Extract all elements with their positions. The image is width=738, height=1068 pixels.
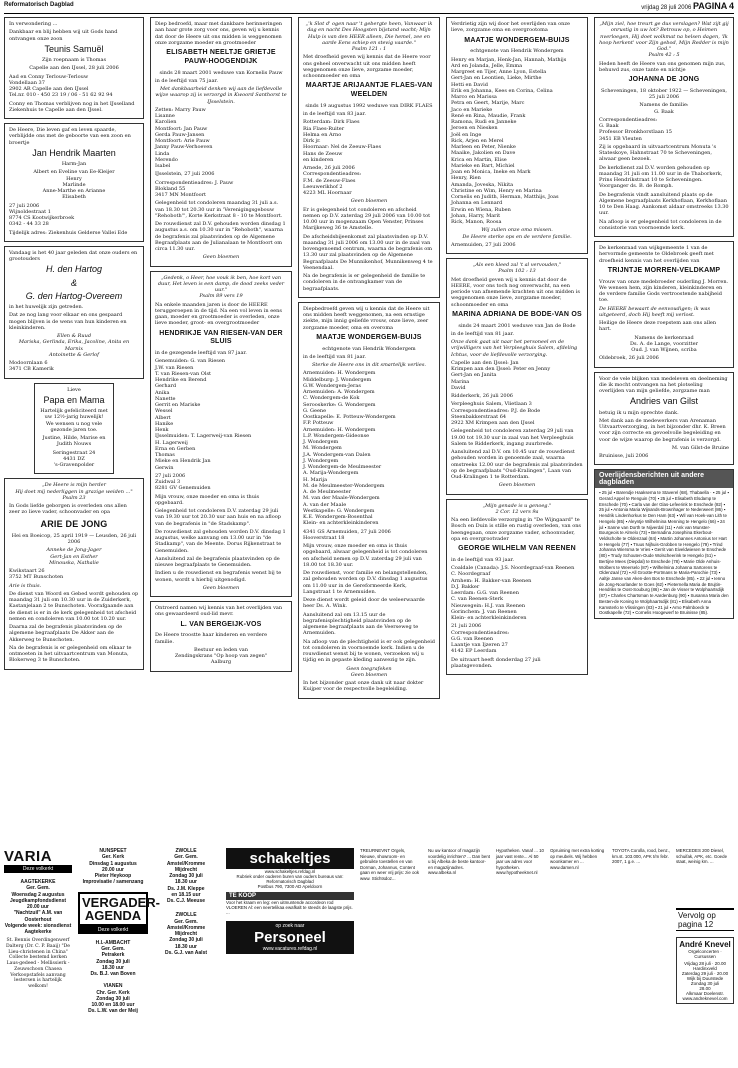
column-1 xyxy=(4,17,144,674)
address: 27 juli 2006 Wijnoldestraat 1 8774 CS Kootwijkerbroek 0342 - 44 33 28 xyxy=(9,202,75,228)
verse: „Als een kleed zal 't al vervouden," Psalm 102 : 13 xyxy=(472,262,562,275)
parents: Albert en Eveline van Ee-Kleijer Henry Marlinde Anne-Marthe en Arianne Elisabeth xyxy=(33,169,115,201)
ad-text: Diep bedroefd, maar met dankbare herinneringen aan haar grote zorg voor ons, geven wij u kennis dat door de Heere uit ons midden is weggenomen onze zorgzame moeder en grootmoeder xyxy=(155,21,282,46)
andre-knevel-ad xyxy=(676,937,734,1004)
family: Justine, Hilde, Marise en Judith Nouws xyxy=(42,435,106,448)
verse: „Mijn genade is u genoeg." 2 Cor. 12 vers 9a xyxy=(482,502,552,515)
no-flowers: Geen bloemen xyxy=(350,198,388,205)
deceased-name: MAARTJE ARIJAANTJE FLAES-VAN WEELDEN xyxy=(305,82,433,98)
dates: Hei en Boeicop, 25 april 1919 — Leusden, 26 juli 2006 xyxy=(11,532,137,545)
verse: „Gedenk, o Heer, hoe vouk ik ben, hoe kort van duur, Het leven is een damp, de dood zeeks veder uur." Psalm 89 vers 19 xyxy=(157,274,285,300)
wife-of: echtgenote van Hendrik Wondergem xyxy=(322,345,416,352)
column-2 xyxy=(150,17,292,676)
obituaries-other-papers xyxy=(594,469,734,619)
meeting-info: Na de begrafenis is er gelegenheid om elkaar te ontmoeten in het uitvaartcentrum van Monuta, Blokerweg 3 te Bunschoten. xyxy=(9,644,132,664)
signature: Namens de kerkenraad Ds. A. de Lange, voorzitter Oud. J. van Wijnen, scriba xyxy=(630,334,698,353)
verse: Sterke de Heere ons in dit smartelijk verlies. xyxy=(311,362,427,368)
service-info: De rouwdienst zal gehouden worden D.V. dinsdag 1 augustus, welke aanvang om 13.00 uur in "de Stadkamp", van de Meente. Dorus Rijkenstraat te Genemuiden. xyxy=(155,528,286,554)
dates: Scheveningen, 18 oktober 1922 — Scheveningen, 25 juli 2006 xyxy=(600,87,728,100)
birth-ad-terlouw xyxy=(4,17,144,119)
family: Anneke de Jong-Jager Gert-Jan en Esther Minouska, Nathalie xyxy=(46,547,102,566)
te-koop-text: Voor het kraam en leg: een uitmuntende accordeon rod VLOEREN Al: een neertelikaa ewafkalt te steeds de laagste prijs. ... xyxy=(226,900,353,915)
ad-text-3: Met dank aan de medewerkers van Arenaman Uitvaartverzorging, in het bijzonder dhr. K. Breen voor zijn correcte en gevoelvolle begeleiding en voor de wijze waarop de begrafenis is verzorgd. xyxy=(599,417,726,443)
place-date: Arnemuiden, 27 juli 2006 xyxy=(451,241,516,248)
issue-date: vrijdag 28 juli 2006 xyxy=(641,5,692,11)
condolence-info: Er is gelegenheid tot condoleren en afscheid nemen op D.V. zaterdag 29 juli 2006 van 10.00 tot 10.00 uur in mogenzaam Open Venster, Prinses Marijkeweg 36 te Amstelle. xyxy=(303,206,431,232)
parents-address: Aad en Conny Terlouw-Terlouw Vondellaan 37 2902 AR Capelle aan den IJssel Tel.nr. 010 - 450 23 19 / 06 - 51 62 92 94 xyxy=(9,73,113,99)
service-info: De kerkdienst zal D.V. worden gehouden op maandag 31 juli om 11.00 uur in de Thaborkerk, Prins Hendrikstraat 10 te Scheveningen. Voorganger ds. B. de Romph. xyxy=(599,164,723,190)
page-number: 4 xyxy=(728,1,734,11)
wish-text: Dat ze nog lang voor elkaar en ons gespaard mogen blijven is de wens van hun kinderen en kleinkinderen. xyxy=(9,312,127,331)
death-ad-johanna-dejong xyxy=(594,17,734,237)
address: 4341 GS Arnemuiden, 27 juli 2006 Hooverstraat 18 xyxy=(303,528,391,541)
service-info: De rouwdienst, voor familie en belangstellenden, zal gehouden worden op D.V. dinsdag 1 augustus om 11.00 uur in de Gereformeerde Kerk, Langstraat 1 te Arnemuiden. xyxy=(303,570,428,595)
family: Namens de familie: G. Baak xyxy=(639,102,689,115)
no-flowers: Geen toegrafeken Geen bloemen xyxy=(346,665,392,678)
aagtekerke-notice xyxy=(4,879,72,990)
congrats-ad xyxy=(34,383,114,475)
service-info: De rouwdienst zal D.V. gehouden worden dinsdag 1 augustus a.s. om 10.30 uur in "Rehoboth", waarna de begrafenis zal plaatsvinden op de Algemene Begraafplaats aan de Julianalaan te Montfoort om circa 11.30 uur. xyxy=(155,221,286,252)
classified-kantoor: Nu uw kantoor of magazijn voordelig inrichten? ... Dan bent u bij Albeka de beste kantoor- en magazijnadres. www.albeka.nl xyxy=(428,848,490,875)
death-ad-flaes xyxy=(298,17,440,298)
deceased-name: GEORGE WILHELM VAN REENEN xyxy=(458,545,576,552)
child-name: Jan Hendrik Maarten xyxy=(32,147,116,158)
address: 27 juli 2006 Zuidwal 3 8281 GV Genemuiden xyxy=(155,472,211,492)
death-ad-dejong xyxy=(4,478,144,669)
ad-text: Diepbedroefd geven wij u kennis dat de Heere uit ons midden heeft weggenomen, na een ernstige ziekte, mijn innig geliefde vrouw, onze lieve, zeer zorgzame moeder, oma en overoma xyxy=(303,305,430,331)
no-flowers: Geen bloemen xyxy=(202,254,240,261)
ad-extra: Conny en Thomas verblijven nog in het IJsselland Ziekenhuis te Capelle aan den IJssel. xyxy=(9,100,135,113)
deceased-name: HENDRIKJE VAN RIESEN-VAN DER SLUIS xyxy=(159,329,283,346)
vianen-notice: VIANEN Chr. Ger. Kerk Zondag 30 juli 10.00 en 18.00 uur Ds. L.W. van der Meij xyxy=(88,983,138,1015)
condolence-info: Mijn vrouw, onze moeder en oma is thuis opgebaard, alwaar gelegenheid is tot condoleren en afscheid nemen op D.V. zaterdag 29 juli van 18.00 tot 18.30 uur. xyxy=(303,543,428,568)
temp-address: Tijdelijk adres: Ziekenhuis Gelderse Vallei Ede xyxy=(9,229,128,236)
invitation: Indien u de rouwdienst en begrafenis wenst bij te wonen, wordt u hierbij uitgenodigd. xyxy=(155,570,282,583)
death-ad-pauw xyxy=(150,17,292,267)
classifieds-strip xyxy=(0,848,738,1068)
family: Arnemuiden: H. Wondergem Middelburg: J. Wondergem G.W. Wondergem-Jeras Arnemuiden: A. Wondergem C. Wondergem-de Kok Serooskerke: G. Wondergem G. Geene Oostkapelle: E. Potteuw-Wondergem F.P. Potteuw Arnemuiden: H. Wondergem L.P. Wondergem-Gideonse J. Wondergem M. Wondergem J.A. Wondergem-van Dalen J. Wondergem J. Wondergem-de Meulmeester A. Marija-Wondergem H. Marija M. de Meulmeester-Wondergem A. de Meulmeester M. van der Maale-Wondergem A. van der Maale Westkapelle: G. Wondergem K.E. Wondergem-Bosenthal Klein- en achterkleinkinderen xyxy=(303,370,396,527)
notice-text: AAGTEKERKE Ger. Gem. Woensdag 2 augustus Jeugdkampfondsdienst 20.00 uur "Nachtzuil" A.M. van Oosterhout Volgende week: sionsdienst Aagtekerke xyxy=(4,879,72,935)
deceased-name: ELISABETH NEELTJE GRIETJE PAUW-HOOGENDIJK xyxy=(166,49,276,65)
burial-info: De begrafenis vindt aansluitend plaats op de Algemene begraafplaats Kerkhoflaan, Kerkhoflaan 10 te Den Haag. Aankomst aldaar omstreeks 13.30 uur. xyxy=(599,191,729,217)
death-ad-vanbergeijk xyxy=(150,601,292,672)
ad-intro: In verwondering ... xyxy=(9,21,58,27)
zwolle-notices xyxy=(152,848,220,956)
note: Mijn vrouw, onze moeder en oma is thuis opgebaard. xyxy=(155,493,260,506)
wife-of: echtgenote van Hendrik Wondergem xyxy=(470,48,564,55)
viewing-info: Zij is opgebaard in uitvaartcentrum Monuta 's Stateskoye, Hahnstraat 70 te Scheveningen, alwaar geen bezoek. xyxy=(599,143,717,163)
ad-text-2: Vrouw van onze medebroeder ouderling J. Morren. We wensen hem, zijn kinderen, kleinkinderen en de verdere familie Gods vertroostende nabijheid toe. xyxy=(599,278,729,304)
meeting-info: Na de begrafenis is er gelegenheid de familie te condoleren in de ontvangkamer van de begraafplaats. xyxy=(303,273,426,292)
andre-title: André Knevel xyxy=(679,940,731,949)
address: 21 juli 2006 Correspondentieadres: G.G. van Reenen Laantje van Ijzeren 27 4142 EP Leerdam xyxy=(451,623,510,655)
classified-orgels: TREURNEVNT Orgels, Nieuwe, showroom- en gebruikte toestellen en van Dorman, Johannus, Content gaan en weer vrij prijs: zie ook www. Stichtsdoz... xyxy=(360,848,420,881)
thanks-quote: Onze dank gaat uit naar het personeel en de vrijwilligers van het Verpleeghuis Salem, afdeling Ichtus, voor de liefdevolle verzorging. xyxy=(451,339,578,358)
deceased-name: Andries van Gilst xyxy=(629,396,699,407)
varia-band: Deze volkerkt xyxy=(4,865,72,873)
schakeltjes-ad xyxy=(226,848,354,954)
death-ad-debode xyxy=(446,258,588,495)
death-ad-vanriesen xyxy=(150,271,292,598)
notice-text-2: St. Bennis Overdingenwerf Dalterg (Dr. C. P. Baaij) "De Lieu-christenen in China" Collecte bestemd kerken Laus-gedeed - Mellissierk - Zeuwschoon Chasea Verkoopstafels aanvang lestersen is hartelijk welkom! xyxy=(5,938,70,990)
congrats-name: Papa en Mama xyxy=(43,394,105,405)
nunspeet-notice xyxy=(78,848,161,1015)
ad-text: Verdrietig zijn wij door het overlijden van onze lieve, zorgzame oma en overgrootoma xyxy=(451,21,570,34)
name-1: H. den Hartog xyxy=(45,264,103,275)
column-5 xyxy=(594,17,734,619)
age: in de leeftijd van 93 jaar. xyxy=(451,556,514,563)
attendance-info: Na afloop van de plechtigheid is er ook gelegenheid tot condoleren in voornoemde kerk. Indien u de rouwdienst wenst bij te wonen, verzoeken wij u tijdig en in gepaste kleding aanwezig te zijn. xyxy=(303,638,436,664)
correspondence: Verpleeghuis Salem, Vlietlaan 3 Correspondentieadres: P.J. de Bode Steenbakkerstraat 64 2922 XM Krimpen aan den IJssel xyxy=(451,401,541,426)
death-ad-morren xyxy=(594,241,734,368)
age: in de leeftijd van 81 jaar. xyxy=(303,353,366,360)
no-flowers: Geen bloemen xyxy=(202,584,240,591)
ad-text: Heden heeft de Heere van ons genomen mijn zus, behuwd zus, onze tante en nichtje xyxy=(599,60,726,73)
condolence-info: Na afloop is er gelegenheid tot condoleren in de consistorie van voornoemde kerk. xyxy=(599,218,722,231)
condolence-info: Gelegenheid tot condoleren D.V. zaterdag 29 juli van 19.30 uur tot 20.30 uur aan huis en na afloop van de begrafenis in "de Stadskamp". xyxy=(155,508,281,527)
deceased-name: MARINA ADRIANA DE BODE-VAN OS xyxy=(452,310,582,318)
place-date: IJsselstein, 27 juli 2006 xyxy=(155,171,215,178)
death-ad-wondergem-grandchildren xyxy=(446,17,588,254)
death-ad-vanreenen xyxy=(446,499,588,676)
family: Capelle aan den IJssel: Jan Krimpen aan den IJssel: Peter en Jenny Gert-Jan en Janita Marina David xyxy=(451,359,551,391)
ampersand: & xyxy=(70,277,77,288)
widow-of: sinds 19 augustus 1992 weduwe van DIRK FLAES xyxy=(305,102,433,109)
personeel-sub: op zoek naar xyxy=(275,923,305,929)
condolence-info: Gelegenheid tot condoleren zaterdag 29 juli van 19.00 tot 19.30 uur in zaal van het Verpleeghuis Salem te Ridderkerk, ingang zuurbrede. xyxy=(451,428,574,447)
date-and-page xyxy=(641,1,734,11)
service-info: De afscheidsbijeenkomst zal plaatsvinden op D.V. maandag 31 juli 2006 om 13.00 uur in de zaal van bovengenoemd centrum, waarna de begrafenis om 13.30 uur zal plaatsvinden op de Algemene Begraafplaats De Munnikenhof, Munnikenweg 4 te Veenendaal. xyxy=(303,233,433,271)
address: Kwikstaart 26 3752 MT Bunschoten xyxy=(9,568,64,581)
verse: De HEERE bewaart de eenvoudigen; ik was uitgeteerd, doch Hij heeft mij verlost. xyxy=(599,305,711,318)
place-date: Ridderkerk, 26 juli 2006 xyxy=(451,393,513,399)
deceased-name: MAATJE WONDERGEM-BUIJS xyxy=(464,36,570,44)
classified-opruiming: Opruiming met extra korting op meubels. Wij hebben woonkamer en ... www.damen.nl xyxy=(550,848,605,870)
right-ads xyxy=(676,908,734,1004)
andre-schedule: Vrijdag 28 juli · 20.00 Hardinxveld Zaterdag 29 juli · 20.00 Wijk bij Duurstede Zondag 30 juli 28.00 Alkmaar Doelenstr. www.andreknevel.com xyxy=(681,961,729,1001)
pastor-info: Deze dienst wordt geleid door de weleerwaarde heer Ds. A. Wink. xyxy=(303,597,425,610)
note: Arie is thuis. xyxy=(9,582,42,589)
deceased-name: ARIE DE JONG xyxy=(40,518,108,529)
burial-info: Daarna zal de begrafenis plaatsvinden op de algemene begraafplaats De Akker aan de Akkerweg te Bunschoten. xyxy=(9,624,123,643)
varia-section xyxy=(4,848,72,990)
ad-text-2: betuig ik u mijn oprechte dank. xyxy=(599,409,679,416)
verse: „'k Slot d' ogen naar 't gebergte heen, Vanwaar ik dag en nacht Des Hoogsten bijstand wacht; Mijn Hulp is van den HEER alleen, Die hemel, zee en aarde Eens schiep en stevig vaarde." Psalm 121 : 1 xyxy=(305,21,433,52)
classified-toyota: TOYOTA Corolla, rood, benz., km.st. 103.000, APK t/m febr. 2007, 1 g.e. ... xyxy=(612,848,671,864)
widow-of: sinds 24 maart 2001 weduwe van Jan de Bode xyxy=(458,322,576,329)
deceased-name: MAATJE WONDERGEM-BUIJS xyxy=(316,333,422,341)
ad-text: De kerkenraad van wijkgemeente 1 van de hervormde gemeente te Oldebroek geeft met droefheid kennis van het overlijden van xyxy=(599,245,714,264)
thanks: In het bijzonder gaat onze dank uit naar dokter Kuijper voor de respectvolle begeleiding. xyxy=(303,680,424,693)
nickname: Harm-Jan xyxy=(61,161,87,167)
family: Genemuiden: G. van Riesen J.W. van Riesen T. van Riesen-van Olst Hendrike en Berend Gerhard Anika Nanette Gerrit en Mariske Wessel Albert Hanike Henk IJsselmuiden: T. Lagerweij-van Riesen H. Lagerweij Erna en Gerben Thomas Mieke en Hendrik Jan Gerwin xyxy=(155,358,252,471)
grandchildren: Henry en Marjan, Henk-Jan, Hannah, Mathijs Ard en Jolanda, Jelle, Emma Margreet en Tijer, Anne Lyon, Estella Gert-Jan en Leontien, Lieke, Mirthe Hetti en David Erik en Johanna, Kees en Corina, Celina Marco en Marissa Petra en Geert, Marije, Marc Jaco en Marieke René en Rina, Maudie, Frank Ramona, Rudi en Janneke Jeroen en Niesken Joël en Inge Rick, Arjen en Merel Marleen en Peter, Nienke Maaike, Jakolien en Dave Krica en Martin, Elise Marieke en Bart, Michiel Joan en Monica, Ineke en Mark Henry, Rien Amanda, Joveska, Nikita Christine en Wim, Henry en Marina Cornelis en Judith, Herman, Matthijs, Joas Johanna en Lennard Erwin en Wiena, Ruben Johan, Harry, Marit Rick, Manon, Roosa xyxy=(451,56,567,225)
place-date: Capelle aan den IJssel, 28 juli 2006 xyxy=(29,65,119,72)
zwolle-notice-1: ZWOLLE Ger. Gem. Amstel/Kromme Mijdrecht Zondag 30 juli 18.30 uur Ds. J.M. Kleppe en 18.15 uur Ds. C.J. Meeuse xyxy=(166,848,206,904)
place-date: Bruinisse, juli 2006 xyxy=(599,453,649,459)
column-3 xyxy=(298,17,440,703)
deceased-name: JOHANNA DE JONG xyxy=(628,76,700,83)
address: Seringestraat 24 4431 DZ 's-Gravenpolder xyxy=(52,449,96,468)
ad-text: De Heere, Die leven gaf en leven spaarde, verblijdde ons met de geboorte van een zoon en broertje xyxy=(9,127,131,146)
condolence-info: Gelegenheid tot condoleren maandag 31 juli a.s. van 18.30 tot 20.30 uur in 'Verenigingsgebouw "Rehoboth"', Korte Kerkstraat 8 - 10 te Montfoort. xyxy=(155,200,283,219)
deceased-name: TRIJNTJE MORREN-VELDKAMP xyxy=(607,266,721,274)
ad-text: Met droefheid geven wij kennis dat de Heere voor ons geheel onverwacht uit ons midden heeft weggenomen onze lieve, zorgzame moeder, schoonmoeder en oma xyxy=(303,54,431,79)
death-ad-wondergem xyxy=(298,302,440,699)
ad-text-2: in het huwelijk zijn getreden. xyxy=(9,304,84,310)
signature: M. van Gilst-de Bruine xyxy=(671,444,729,451)
continued-label: Vervolg op pagina 12 xyxy=(676,908,734,931)
schakeltjes-logo xyxy=(226,848,354,869)
ad-text-2: De Heere troostte haar kinderen en verdere familie. xyxy=(155,632,268,645)
ad-text: Na een liefdevolle verzorging in "De Wijngaard" te Bosch en Duin is stille en rustig overleden, van ons heengegaan, onze zorgzame vader, schoonvader, opa en overgrootvader xyxy=(451,517,581,542)
family: Rotterdam: Dirk Flaes Ria Flaes-Ruiter Helma en Arno Dirk jr. Hoornaar: Nel de Zeeuw-Flaes Hans de Zeeuw en kinderen xyxy=(303,119,382,163)
burial-info: Aansluitend zal om 13.15 uur de begrafenisplechtigheid plaatsvinden op de algemene begraafplaats aan de Veerseweg te Arnemuiden. xyxy=(303,611,419,637)
ad-text: Dankbaar en blij hebben wij uit Gods hand ontvangen onze zoon xyxy=(9,29,118,42)
burial-info: Aansluitend zal de begrafenis plaatsvinden op de nieuwe begraafplaats te Genemuiden. xyxy=(155,555,280,568)
family: Coaldale (Canada): J.S. Noordegraaf-van Reenen C. Noordegraaf Arnhem: H. Bakker-van Reenen D.J. Bakker Leerdam: G.G. van Reenen C. van Reenen-Sterk Nieuwegein: H.J. van Reenen Gorinchem: J. van Reenen Klein- en achterkleinkinderen xyxy=(451,565,575,621)
vergader-agenda-title: VERGADER- AGENDA xyxy=(78,892,148,926)
no-flowers: Geen bloemen xyxy=(498,482,536,489)
widow-of: sinds 28 maart 2001 weduwe van Kornelis Pauw xyxy=(159,69,283,76)
paper-name: Reformatorisch Dagblad xyxy=(4,2,74,8)
zwolle-notice-2: ZWOLLE Ger. Gem. Amstel/Kromme Mijdrecht Zondag 30 juli 18.30 uur Ds. G.J. van Aalst xyxy=(164,912,208,956)
vergader-band: Deze volkerkt xyxy=(78,926,148,934)
age: in de leeftijd van 83 jaar. xyxy=(303,111,366,117)
te-koop-heading: TE KOOP xyxy=(226,892,354,900)
ad-intro: Lieve xyxy=(67,386,81,393)
obituaries-list: ▪ 25 jul ▪ Barendje Haaksema te Staverel (68), Thabaella · ▪ 25 jul ▪ Gerard Appel te Renguin (70) ▪ 25 jul ▪ Elisabeth Elsdamp te Enschede (70) ▪ Carla van der Glas-Lefeerink te Enschede (82) ▪ 25 jul ▪ Antonia Maria Wijnands-Brownhager te Nederweert (86) ▪ Hendrik Lindenhorkus te Den Ham (63) ▪ Wil van Hoek-van Lith te Hengelo (85) ▪ Aleyntje Wilhelmina Menning te Hengelo (66) ▪ 24 jul ▪ Sanne van Dorth te Nijverdal (11) ▪ Ank van Munster-Bourgeois te Almelo (73) ▪ Bernadina Josephina Ekerbout-Veldscholte te Oldenzaal (84) ▪ Martin Johannes Antonius ter Hart te Hengelo (77) ▪ Truus Nijhuis-Grobben te Hengelo (79) ▪ Trind Johanna Wiersma te Vries ▪ Gerrit van Eiveldwiesen te Enschede (80) ▪ Trudy Schouten-Oude Wolscheerink te Hengelo (51) ▪ Bertijne Mees (Diepdal) te Enschede (78) ▪ Marie Olde Anhuis-Wolbers te Weerselo (87) ▪ Wilhelmina Johanna Sartorens te Oldenzaal (72) ▪ All Grootte-Portmans te Maria-Parochie (73) ▪ Aaltje Janse van Aken-den Bos te Enschede (85). ▪ 22 jul ▪ Ienno de Jong-Noorlander te Goes (62) ▪ Pieternella Maria de Brujtin-Hendriks te Oost-Souburg (86) ▪ Jan de Visser te Wolphaartsdijk (87) ▪ Charles Chartsman te Aardenburg (90) ▪ Susanna Maria den Besten-de Koning te Wolphaartsdijk (81) ▪ Elisabeth Anna Kamsterlo te Vlissingen (83) ▪ 21 jul ▪ Arno Palmboeck te Oostkapelle (72) ▪ Cornelis Hoogewerf te Bruinisse (85). xyxy=(599,490,729,616)
address: Modoornlaan 6 3471 CB Kamerik xyxy=(9,360,54,373)
age: in de gezegende leeftijd van 87 jaar. xyxy=(155,350,247,356)
schakeltjes-wordmark: schakeltjes xyxy=(249,850,331,867)
thanks-quote: Met dankbaarheid denken wij aan de liefdevolle wijze waarop zij is verzorgd in Kwoord Santhorst te IJsselstein. xyxy=(155,86,287,105)
ad-text: Ontroerd namen wij kennis van het overlijden van ons gewaardeerd oud-lid mevr. xyxy=(155,605,283,618)
correspondence: Correspondentieadres: J. Pauw Blokland 55 3417 MN Montfoort xyxy=(155,179,234,198)
note: De uitvaart heeft donderdag 27 juli plaatsgevonden. xyxy=(451,656,541,669)
verse: „Mijn ziel, hoe treurt ge dus verslagen? Wat zijt gij onrustig in uw lot? Betrouw op, o Heimen nverloegen, Hij doet wolkmat na helsen dagen, 'Ik hoop herkent' voor Zijn gebod, Mijn Redder is mijn God." Psalm 42 : 5 xyxy=(599,21,729,59)
ad-text: Na enkele maanden jaren is door de HEERE teruggeroepen in de tijd. Na een vol leven in eens gaan, moeder en grootmoeder is overleden, onze lieve moeder, groot- en overgrootmoeder xyxy=(155,301,282,327)
place-date: Oldebroek, 26 juli 2006 xyxy=(599,355,659,362)
ad-text: Met droefheid geven wij u kennis dat door de HEERE, voor ons toch nog onverwacht, na een periode van afnemende krachten uit ons midden is weggenomen onze lieve, zorgzame moeder, schoonmoeder en oma xyxy=(451,276,580,308)
header-rule xyxy=(4,13,734,14)
verse: „De Heere is mijn herder Hij doet mij nederliggen in grazige weiden ..." Psalm 23 xyxy=(15,482,133,501)
personeel-url: www.vacatures.refdag.nl xyxy=(262,946,318,952)
family: Zetten: Marry Pauw Lisanne Karolien Montfoort: Jan Pauw Gerda Pauw-Jansen Montfoort: Arie Pauw Janny Pauw-Verhoeven Linda Merendo Isabel xyxy=(155,106,213,169)
personeel-logo xyxy=(226,921,354,954)
nickname: Zijn roepnaam is Thomas xyxy=(41,57,107,63)
closing: Wij zullen onze oma missen. De Heere sterke ops en de verdere familie. xyxy=(462,227,572,240)
varia-title: VARIA xyxy=(4,848,53,865)
service-info: Aansluitend zal D.V. om 10.45 uur de rouwdienst gehouden worden in genoemde zaal, waarna omstreeks 12.00 uur de begrafenis zal plaatsvinden op de begraafplaats "Oud-Kralingen", Laan van Oud-Kralingen 1 te Rotterdam. xyxy=(451,449,583,480)
ad-text: Hartelijk gefeliciteerd met uw 12½-jarig huwelijk! We wensen u nog vele gezonde jaren toe. xyxy=(40,408,108,433)
classified-hypotheken: Hypotheken. Vanaf ... 10 jaar vast rente... Al 50 jaar uw adres voor hypotheken. www.hypotheeknet.nl xyxy=(496,848,545,875)
birth-ad-vanee xyxy=(4,123,144,242)
signature: Bestuur en leden van Zendingskrans "Op hoop van zegen" Aalburg xyxy=(174,646,268,666)
name-2: G. den Hartog-Overeem xyxy=(25,290,123,301)
ad-text: In Gods liefde geborgen is overleden ons allen zeer zo lieve vader, schoonvader en opa xyxy=(9,503,127,516)
deceased-name: L. VAN BERGEIJK-VOS xyxy=(180,620,262,628)
age: in de leeftijd van 81 jaar. xyxy=(451,330,514,337)
family: Ellen & Ruud Mariska, Gerlinda, Erika, Jacoline, Anita en Marnix Antoinette & Gerlof xyxy=(18,333,130,358)
ad-text: Voor de vele blijken van medeleven en deelneming die ik mocht ontvangen na het plotseling overlijden van mijn geliefde, zorgzame man xyxy=(599,375,728,394)
thanks-ad-vangilst xyxy=(594,372,734,466)
andre-sub: Orgelconcerten · Cursussen xyxy=(688,949,722,959)
personeel-wordmark: Personeel xyxy=(254,929,326,946)
notice-text: NUNSPEET Ger. Kerk Dinsdag 1 augustus 20.00 uur Pieter Heykoop Improvisatie / samenzang xyxy=(82,848,144,886)
address: Arnede, 26 juli 2006 Correspondentieadres: F.M. de Zeeuw-Flaes Leeuwerikhof 2 4223 ML Hoornaar xyxy=(303,165,362,196)
ad-text: Vandaag is het 40 jaar geleden dat onze ouders en grootouders xyxy=(9,249,138,262)
child-name: Teunis Samuël xyxy=(44,43,104,54)
schakeltjes-sub: www.schakeltjes.refdag.nl Rubriek onder ouderen buren van ouders bureaus van: Reformatorisch Dagblad Postbus 790, 7300 AD Apeldoorn xyxy=(236,869,344,889)
page-header xyxy=(0,0,738,14)
correspondence: Correspondentieadres: G. Baak Professor Bronkhorstlaan 15 3451 EB Vleuten xyxy=(599,116,672,142)
obituaries-heading: Overlijdensberichten uit andere dagbladen xyxy=(595,470,733,488)
anniversary-ad xyxy=(4,246,144,379)
service-info: De dienst van Woord en Gebed wordt gehouden op maandag 31 juli om 10.30 uur in de Zuiderkerk, Kastanjelaan 2 te Bunschoten. Voorafgaande aan de dienst is er in de kerk gelegenheid tot afscheid nemen en condoleren van 10.00 tot 10.20 uur. xyxy=(9,590,139,622)
classified-mercedes: MERCEDES 200 Diesel, schuifak, APK, etc. Goede staat, weinig km. ... xyxy=(676,848,728,864)
hlambacht-notice: H.I.-AMBACHT Ger. Gem. Petrakerk Zondag 30 juli 18.30 uur Ds. B.J. van Boven xyxy=(90,939,136,977)
age: in de leeftijd van 75 jaar. xyxy=(155,77,218,84)
page-word: PAGINA xyxy=(692,1,728,11)
ad-text-3: Heilige de Heere deze roepstem aan ons allen hart. xyxy=(599,320,717,333)
column-4 xyxy=(446,17,588,679)
